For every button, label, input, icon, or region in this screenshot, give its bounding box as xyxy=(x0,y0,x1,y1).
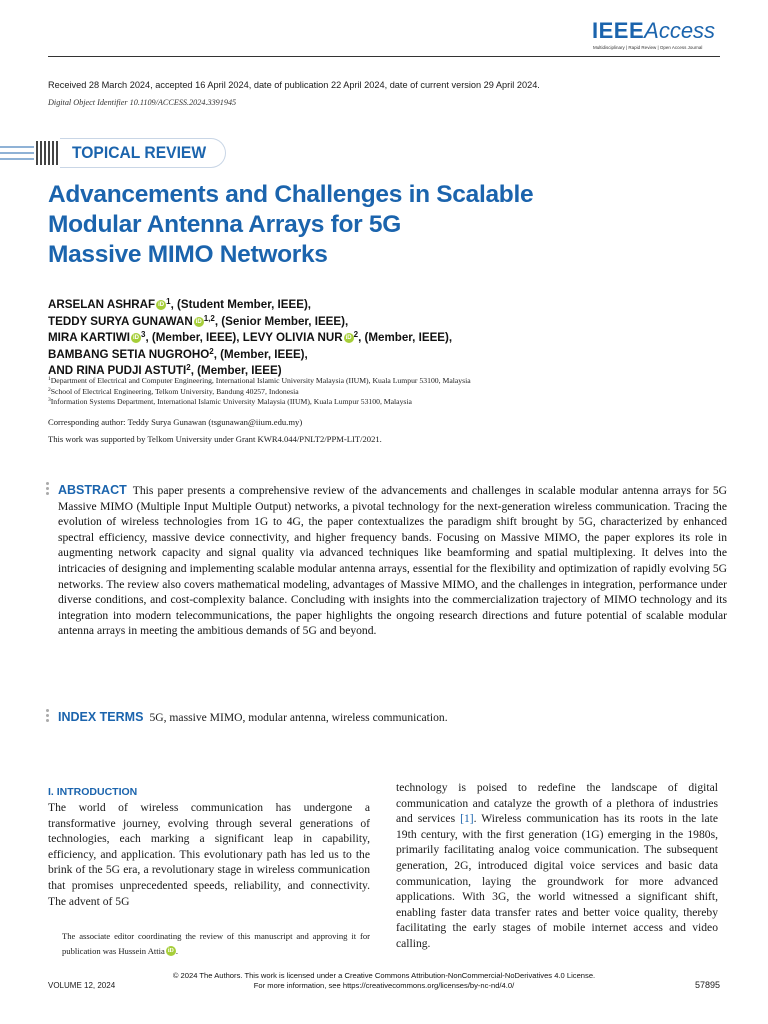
intro-paragraph-continued: technology is poised to redefine the landscape of digital communication and catalyze the growth of a plethora of industries and services xyxy=(396,781,718,826)
author-role: , (Student Member, IEEE), xyxy=(170,298,312,311)
affiliation-marker: 3 xyxy=(141,330,146,339)
affiliation-marker: 1,2 xyxy=(203,313,215,323)
funding-note: This work was supported by Telkom University under Grant KWR4.044/PNLT2/PPM-LIT/2021. xyxy=(48,434,382,444)
author-role: , (Member, IEEE), xyxy=(213,347,308,361)
index-terms xyxy=(58,710,448,724)
affiliation-text: Department of Electrical and Computer Engineering, International Islamic University Malaysia (IIUM), Kuala Lumpur 53100, Malaysia xyxy=(50,376,471,385)
title-line: Massive MIMO Networks xyxy=(48,241,328,268)
affiliation-marker: 2 xyxy=(186,363,191,372)
affiliation-text: School of Electrical Engineering, Telkom University, Bandung 40257, Indonesia xyxy=(50,386,299,396)
affiliations xyxy=(48,376,471,408)
topical-review-banner xyxy=(0,136,230,170)
author-line xyxy=(48,347,452,364)
title-line: Advancements and Challenges in Scalable xyxy=(48,181,534,208)
intro-right-column xyxy=(396,780,718,952)
index-terms-text: 5G, massive MIMO, modular antenna, wireless communication. xyxy=(149,711,448,724)
affiliation-item xyxy=(48,397,471,408)
abstract-dots-icon xyxy=(46,482,50,497)
abstract-text: This paper presents a comprehensive review of the advancements and challenges in scalable modular antenna arrays for 5G Massive MIMO (Multiple Input Multiple Output) networks, a pivotal technology for the next-generation wireless communication. Tracing the evolution of wireless technologies from 1G to 4G, the paper contextualizes the paradigm shift brought by 5G, characterized by enhanced spectral efficiency, massive device connectivity, and higher frequency bands. Focusing on Massive MIMO, the paper explores its role in augmenting network capacity and signal quality via advanced techniques like beamforming and spatial multiplexing. It delves into the intricacies of designing and implementing scalable modular antenna arrays, essential for the flexibility and optimization of rapidly evolving 5G networks. The review also covers mathematical modeling, advantages of Massive MIMO, and the challenges in integration, performance under diverse conditions, and cost-complexity balance. Concluding with insights into the commercialization trajectory of MIMO technology and its integration into modern telecommunications, the paper highlights the ongoing research directions and future potential of scalable modular antenna arrays in meeting the ambitious demands of 5G and beyond. xyxy=(58,484,727,638)
intro-paragraph: The world of wireless communication has undergone a transformative journey, evolving through several generations of technologies, each marking a significant leap in capability, efficiency, and application. This evolutionary path has led us to the brink of the 5G era, a revolutionary stage in wireless communication that promises unprecedented speeds, reliability, and connectivity. The advent of 5G xyxy=(48,801,370,908)
page-number: 57895 xyxy=(694,980,720,990)
license-notice xyxy=(0,971,768,991)
author-name: ARSELAN ASHRAF xyxy=(48,298,156,311)
author-name: BAMBANG SETIA NUGROHO xyxy=(48,347,210,361)
ieee-access-logo xyxy=(592,18,722,44)
affiliation-marker: 2 xyxy=(353,330,359,339)
abstract xyxy=(58,483,727,639)
author-line xyxy=(48,297,452,314)
doi: Digital Object Identifier 10.1109/ACCESS.2024.3391945 xyxy=(48,98,237,107)
index-terms-dots-icon xyxy=(46,709,50,724)
index-terms-label: INDEX TERMS xyxy=(58,710,144,724)
affiliation-number: 2 xyxy=(48,386,51,393)
license-line: © 2024 The Authors. This work is licensed under a Creative Commons Attribution-NonCommercial-NoDerivatives 4.0 License. xyxy=(172,971,596,980)
author-role: , (Member, IEEE) xyxy=(190,364,282,377)
affiliation-marker: 1 xyxy=(166,297,171,306)
editor-note-text: The associate editor coordinating the review of this manuscript and approving it for publication was Hussein Attia xyxy=(62,931,370,956)
author-name: AND RINA PUDJI ASTUTI xyxy=(48,364,187,377)
affiliation-item xyxy=(48,387,471,398)
author-role: , (Member, IEEE), xyxy=(145,331,243,344)
header-divider xyxy=(48,56,720,57)
orcid-icon[interactable]: iD xyxy=(167,948,174,954)
editor-note-end: . xyxy=(175,946,179,956)
editor-note xyxy=(48,929,370,959)
reference-link[interactable]: [1] xyxy=(460,812,474,826)
intro-paragraph-continued: . Wireless communication has its roots in the late 19th century, with the first generation (1G) emerging in the 1980s, primarily facilitating analog voice communication. The subsequent generation, 2G, introduced digital voice services and basic data communication, laying the groundwork for more advanced applications. With 3G, the world witnessed a significant shift, enabling faster data transfer rates and better voice quality, thereby facilitating the early stages of mobile internet access and video calling. xyxy=(396,812,718,950)
volume-label: VOLUME 12, 2024 xyxy=(48,981,116,990)
title-line: Modular Antenna Arrays for 5G xyxy=(48,211,401,238)
affiliation-text: Information Systems Department, International Islamic University Malaysia (IIUM), Kuala Lumpur 53100, Malaysia xyxy=(50,397,412,407)
orcid-icon[interactable]: iD xyxy=(345,335,352,341)
section-heading-introduction: I. INTRODUCTION xyxy=(48,786,138,798)
author-name: MIRA KARTIWI xyxy=(48,331,130,344)
banner-stripes-icon xyxy=(0,140,64,166)
logo-access-text: Access xyxy=(644,18,716,43)
author-line xyxy=(48,314,452,331)
author-role: , (Member, IEEE), xyxy=(358,331,453,344)
topical-review-label: TOPICAL REVIEW xyxy=(72,143,207,162)
paper-title xyxy=(48,180,608,270)
author-name: TEDDY SURYA GUNAWAN xyxy=(48,314,193,328)
corresponding-author: Corresponding author: Teddy Surya Gunawan (tsgunawan@iium.edu.my) xyxy=(48,417,303,427)
intro-left-column xyxy=(48,800,370,909)
logo-ieee-text: IEEE xyxy=(592,18,645,43)
author-name: LEVY OLIVIA NUR xyxy=(242,331,343,344)
journal-tagline: Multidisciplinary | Rapid Review | Open Access Journal xyxy=(593,45,703,50)
orcid-icon[interactable]: iD xyxy=(133,335,139,341)
author-line xyxy=(48,330,452,347)
received-dates: Received 28 March 2024, accepted 16 April 2024, date of publication 22 April 2024, date of current version 29 April 2024. xyxy=(48,80,540,90)
author-list xyxy=(48,297,452,380)
affiliation-number: 3 xyxy=(48,397,51,404)
affiliation-number: 1 xyxy=(48,376,51,382)
affiliation-marker: 2 xyxy=(209,346,214,356)
author-role: , (Senior Member, IEEE), xyxy=(214,314,349,328)
orcid-icon[interactable]: iD xyxy=(158,302,165,308)
orcid-icon[interactable]: iD xyxy=(195,318,202,325)
affiliation-item xyxy=(48,376,471,387)
abstract-label: ABSTRACT xyxy=(58,483,127,497)
license-link[interactable]: For more information, see https://creativecommons.org/licenses/by-nc-nd/4.0/ xyxy=(253,981,515,990)
